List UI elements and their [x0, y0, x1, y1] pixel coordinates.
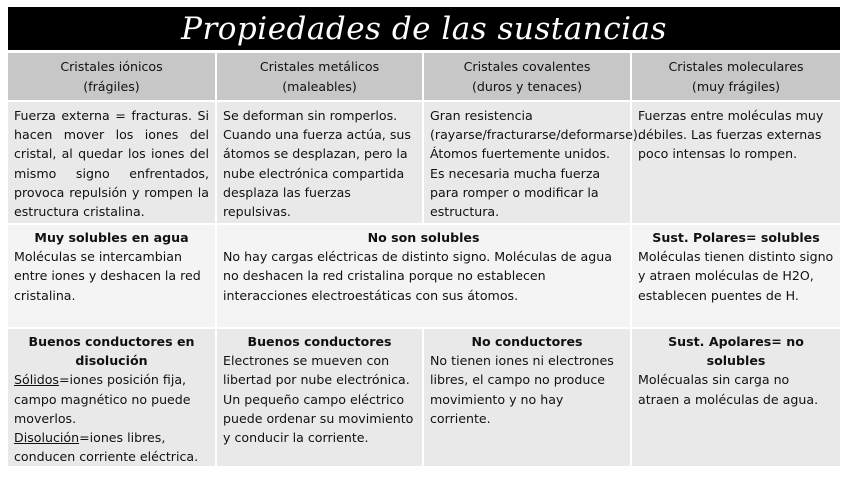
header-covalent-name: Cristales covalentes: [463, 59, 591, 75]
header-ionic-sub: (frágiles): [83, 78, 140, 94]
table-row-solubility: [8, 225, 840, 329]
table-row-mechanical: [8, 102, 840, 225]
cell-covalent-conductivity: [424, 329, 632, 468]
cell-covalent-mechanical: Gran resistencia (rayarse/fracturarse/deformarse). Átomos fuertemente unidos. Es necesaria mucha fuerza para romper o modificar la estructura.: [424, 102, 632, 225]
metallic-conductivity-text: Electrones se mueven con libertad por nube electrónica. Un pequeño campo eléctrico puede ordenar su movimiento y conducir la corriente.: [223, 353, 414, 446]
cell-metallic-covalent-solubility: [217, 225, 632, 329]
slide-title: Propiedades de las sustancias: [8, 7, 840, 50]
metallic-conductivity-title: Buenos conductores: [247, 334, 392, 349]
molecular-conductivity-title: Sust. Apolares= no solubles: [668, 334, 804, 369]
solid-label: Sólidos: [14, 372, 59, 388]
header-covalent-sub: (duros y tenaces): [471, 78, 583, 94]
mid-solubility-text: No hay cargas eléctricas de distinto signo. Moléculas de agua no deshacen la red cristalina porque no establecen interacciones electroestáticas con sus átomos.: [223, 249, 612, 303]
mid-solubility-title: No son solubles: [367, 230, 480, 245]
cell-metallic-mechanical: Se deforman sin romperlos. Cuando una fuerza actúa, sus átomos se desplazan, pero la nube electrónica compartida desplaza las fuerzas repulsivas.: [217, 102, 424, 225]
cell-ionic-mechanical: Fuerza externa = fracturas. Si hacen mover los iones del cristal, al quedar los iones del mismo signo enfrentados, provoca repulsión y rompen la estructura cristalina.: [8, 102, 217, 225]
ionic-solubility-title: Muy solubles en agua: [34, 230, 189, 245]
properties-table: [8, 53, 840, 468]
cell-ionic-solubility: [8, 225, 217, 329]
covalent-conductivity-text: No tienen iones ni electrones libres, el campo no produce movimiento y no hay corriente.: [430, 353, 614, 426]
header-metallic-sub: (maleables): [282, 78, 357, 94]
molecular-solubility-text: Moléculas tienen distinto signo y atraen moléculas de H2O, establecen puentes de H.: [638, 249, 834, 303]
cell-molecular-mechanical: Fuerzas entre moléculas muy débiles. Las fuerzas externas poco intensas lo rompen.: [632, 102, 840, 225]
dissolution-label: Disolución: [14, 430, 80, 446]
properties-slide: [8, 7, 840, 468]
dissolution-text: =iones libres, conducen corriente eléctrica.: [14, 430, 199, 465]
header-metallic: [217, 53, 424, 102]
table-header-row: [8, 53, 840, 102]
cell-metallic-conductivity: [217, 329, 424, 468]
cell-molecular-solubility: [632, 225, 840, 329]
header-molecular-name: Cristales moleculares: [668, 59, 804, 75]
cell-ionic-conductivity: [8, 329, 217, 468]
header-ionic: [8, 53, 217, 102]
ionic-solubility-text: Moléculas se intercambian entre iones y deshacen la red cristalina.: [14, 249, 201, 303]
table-row-conductivity: [8, 329, 840, 468]
header-molecular: [632, 53, 840, 102]
header-molecular-sub: (muy frágiles): [691, 78, 781, 94]
molecular-conductivity-text: Molécualas sin carga no atraen a moléculas de agua.: [638, 372, 819, 407]
covalent-conductivity-title: No conductores: [471, 334, 583, 349]
solid-text: =iones posición fija, campo magnético no puede moverlos.: [14, 372, 191, 426]
ionic-conductivity-title: Buenos conductores en disolución: [28, 334, 195, 369]
header-ionic-name: Cristales iónicos: [60, 59, 163, 75]
header-metallic-name: Cristales metálicos: [259, 59, 380, 75]
molecular-solubility-title: Sust. Polares= solubles: [652, 230, 820, 245]
cell-molecular-conductivity: [632, 329, 840, 468]
header-covalent: [424, 53, 632, 102]
